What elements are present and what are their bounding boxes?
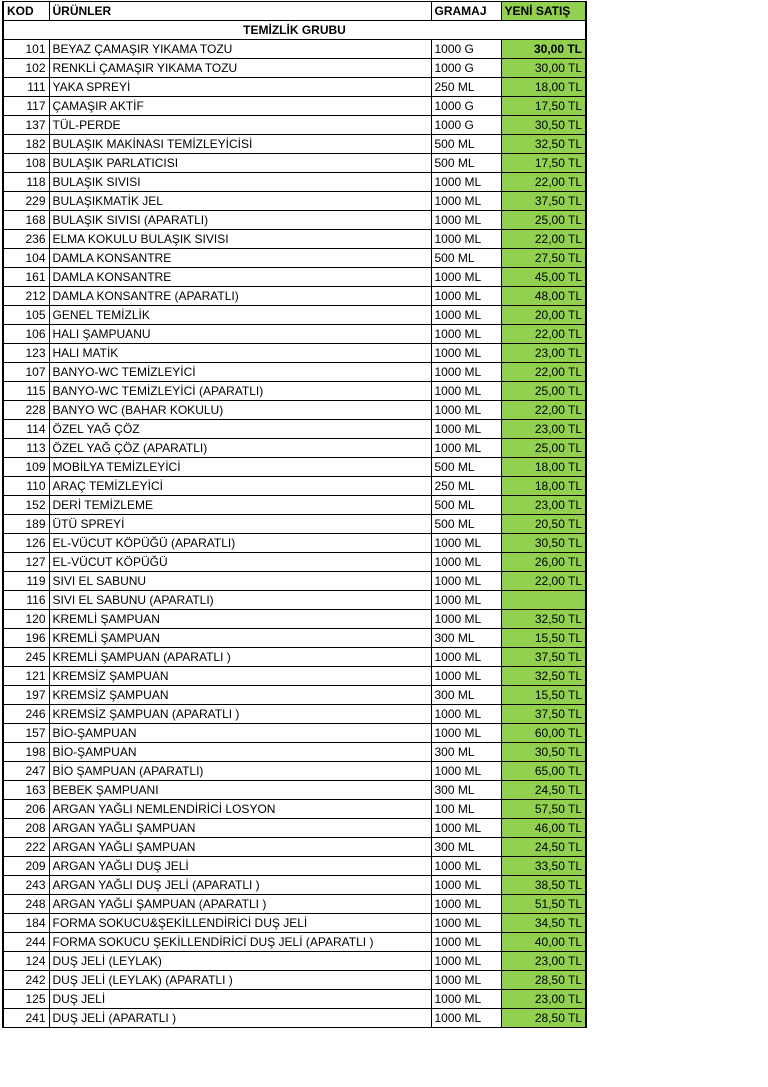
table-row <box>3 173 586 192</box>
product-gramaj: 1000 ML <box>431 591 501 610</box>
product-gramaj: 1000 ML <box>431 439 501 458</box>
product-name: DUŞ JELİ <box>49 990 431 1009</box>
product-gramaj: 1000 ML <box>431 667 501 686</box>
product-price: 28,50 TL <box>501 1009 586 1028</box>
product-gramaj: 1000 ML <box>431 819 501 838</box>
product-code: 189 <box>3 515 49 534</box>
table-row <box>3 990 586 1009</box>
product-code: 116 <box>3 591 49 610</box>
header-kod: KOD <box>3 2 49 21</box>
product-gramaj: 1000 ML <box>431 344 501 363</box>
product-name: FORMA SOKUCU ŞEKİLLENDİRİCİ DUŞ JELİ (APARATLI ) <box>49 933 431 952</box>
product-code: 126 <box>3 534 49 553</box>
product-gramaj: 1000 ML <box>431 553 501 572</box>
product-name: ARAÇ TEMİZLEYİCİ <box>49 477 431 496</box>
product-price: 30,50 TL <box>501 116 586 135</box>
product-name: BULAŞIK MAKİNASI TEMİZLEYİCİSİ <box>49 135 431 154</box>
table-row <box>3 629 586 648</box>
table-row <box>3 553 586 572</box>
table-row <box>3 971 586 990</box>
table-row <box>3 401 586 420</box>
product-name: YAKA SPREYİ <box>49 78 431 97</box>
product-gramaj: 1000 ML <box>431 211 501 230</box>
product-gramaj: 500 ML <box>431 515 501 534</box>
product-gramaj: 300 ML <box>431 629 501 648</box>
product-code: 242 <box>3 971 49 990</box>
product-code: 152 <box>3 496 49 515</box>
product-code: 184 <box>3 914 49 933</box>
product-price: 32,50 TL <box>501 610 586 629</box>
product-code: 109 <box>3 458 49 477</box>
product-code: 117 <box>3 97 49 116</box>
product-code: 212 <box>3 287 49 306</box>
product-gramaj: 1000 G <box>431 116 501 135</box>
product-gramaj: 250 ML <box>431 78 501 97</box>
product-price: 28,50 TL <box>501 971 586 990</box>
table-row <box>3 610 586 629</box>
product-price: 25,00 TL <box>501 439 586 458</box>
product-name: SIVI EL SABUNU (APARATLI) <box>49 591 431 610</box>
product-gramaj: 1000 G <box>431 97 501 116</box>
product-gramaj: 1000 ML <box>431 192 501 211</box>
table-row <box>3 686 586 705</box>
product-price: 18,00 TL <box>501 78 586 97</box>
product-name: BULAŞIKMATİK JEL <box>49 192 431 211</box>
product-name: ÜTÜ SPREYİ <box>49 515 431 534</box>
product-gramaj: 1000 ML <box>431 230 501 249</box>
product-gramaj: 1000 ML <box>431 971 501 990</box>
product-price: 15,50 TL <box>501 629 586 648</box>
product-gramaj: 1000 G <box>431 59 501 78</box>
product-price: 60,00 TL <box>501 724 586 743</box>
header-urunler: ÜRÜNLER <box>49 2 431 21</box>
product-price: 32,50 TL <box>501 667 586 686</box>
table-row <box>3 838 586 857</box>
product-name: ELMA KOKULU BULAŞIK SIVISI <box>49 230 431 249</box>
product-gramaj: 300 ML <box>431 838 501 857</box>
product-gramaj: 1000 ML <box>431 705 501 724</box>
product-code: 244 <box>3 933 49 952</box>
table-row <box>3 534 586 553</box>
product-gramaj: 1000 ML <box>431 534 501 553</box>
product-name: KREMSİZ ŞAMPUAN <box>49 686 431 705</box>
product-name: BANYO WC (BAHAR KOKULU) <box>49 401 431 420</box>
product-name: EL-VÜCUT KÖPÜĞÜ <box>49 553 431 572</box>
product-code: 119 <box>3 572 49 591</box>
product-name: BİO ŞAMPUAN (APARATLI) <box>49 762 431 781</box>
product-gramaj: 300 ML <box>431 686 501 705</box>
table-row <box>3 382 586 401</box>
product-name: GENEL TEMİZLİK <box>49 306 431 325</box>
product-price: 32,50 TL <box>501 135 586 154</box>
product-gramaj: 1000 ML <box>431 363 501 382</box>
table-row <box>3 762 586 781</box>
product-name: KREMSİZ ŞAMPUAN <box>49 667 431 686</box>
product-name: DAMLA KONSANTRE <box>49 249 431 268</box>
table-row <box>3 97 586 116</box>
table-row <box>3 952 586 971</box>
product-gramaj: 100 ML <box>431 800 501 819</box>
group-row <box>3 21 586 40</box>
product-price: 17,50 TL <box>501 154 586 173</box>
product-code: 222 <box>3 838 49 857</box>
product-price: 25,00 TL <box>501 211 586 230</box>
table-row <box>3 857 586 876</box>
product-name: HALI MATİK <box>49 344 431 363</box>
product-code: 106 <box>3 325 49 344</box>
product-name: SIVI EL SABUNU <box>49 572 431 591</box>
table-row <box>3 876 586 895</box>
product-gramaj: 1000 ML <box>431 401 501 420</box>
product-gramaj: 250 ML <box>431 477 501 496</box>
product-gramaj: 1000 ML <box>431 895 501 914</box>
product-code: 104 <box>3 249 49 268</box>
table-row <box>3 420 586 439</box>
product-price: 23,00 TL <box>501 952 586 971</box>
product-gramaj: 1000 ML <box>431 876 501 895</box>
product-code: 127 <box>3 553 49 572</box>
product-name: ÖZEL YAĞ ÇÖZ (APARATLI) <box>49 439 431 458</box>
product-name: MOBİLYA TEMİZLEYİCİ <box>49 458 431 477</box>
product-code: 111 <box>3 78 49 97</box>
header-price: YENİ SATIŞ <box>501 2 586 21</box>
product-gramaj: 500 ML <box>431 135 501 154</box>
product-price: 37,50 TL <box>501 192 586 211</box>
table-row <box>3 458 586 477</box>
product-name: HALI ŞAMPUANU <box>49 325 431 344</box>
product-price: 30,00 TL <box>501 59 586 78</box>
product-price: 18,00 TL <box>501 458 586 477</box>
table-row <box>3 363 586 382</box>
product-code: 114 <box>3 420 49 439</box>
product-name: BANYO-WC TEMİZLEYİCİ <box>49 363 431 382</box>
product-price: 22,00 TL <box>501 173 586 192</box>
product-price: 48,00 TL <box>501 287 586 306</box>
product-name: EL-VÜCUT KÖPÜĞÜ (APARATLI) <box>49 534 431 553</box>
product-code: 118 <box>3 173 49 192</box>
table-row <box>3 249 586 268</box>
product-price: 51,50 TL <box>501 895 586 914</box>
product-code: 108 <box>3 154 49 173</box>
product-gramaj: 1000 ML <box>431 914 501 933</box>
table-row <box>3 572 586 591</box>
product-name: KREMLİ ŞAMPUAN (APARATLI ) <box>49 648 431 667</box>
product-price: 38,50 TL <box>501 876 586 895</box>
table-row <box>3 230 586 249</box>
product-code: 101 <box>3 40 49 59</box>
product-name: ARGAN YAĞLI DUŞ JELİ (APARATLI ) <box>49 876 431 895</box>
product-name: TÜL-PERDE <box>49 116 431 135</box>
product-name: ÖZEL YAĞ ÇÖZ <box>49 420 431 439</box>
product-code: 124 <box>3 952 49 971</box>
product-name: RENKLİ ÇAMAŞIR YIKAMA TOZU <box>49 59 431 78</box>
product-gramaj: 300 ML <box>431 781 501 800</box>
product-code: 245 <box>3 648 49 667</box>
product-code: 243 <box>3 876 49 895</box>
table-row <box>3 40 586 59</box>
product-code: 113 <box>3 439 49 458</box>
product-gramaj: 1000 ML <box>431 724 501 743</box>
product-code: 121 <box>3 667 49 686</box>
product-gramaj: 1000 ML <box>431 857 501 876</box>
product-price: 23,00 TL <box>501 496 586 515</box>
product-name: DERİ TEMİZLEME <box>49 496 431 515</box>
product-price: 33,50 TL <box>501 857 586 876</box>
product-price: 24,50 TL <box>501 838 586 857</box>
product-gramaj: 1000 ML <box>431 762 501 781</box>
table-row <box>3 667 586 686</box>
product-code: 120 <box>3 610 49 629</box>
product-price: 23,00 TL <box>501 420 586 439</box>
product-gramaj: 500 ML <box>431 249 501 268</box>
product-code: 157 <box>3 724 49 743</box>
table-row <box>3 154 586 173</box>
product-price: 34,50 TL <box>501 914 586 933</box>
table-row <box>3 781 586 800</box>
table-row <box>3 648 586 667</box>
product-price: 27,50 TL <box>501 249 586 268</box>
product-price <box>501 591 586 610</box>
table-row <box>3 78 586 97</box>
product-code: 137 <box>3 116 49 135</box>
product-gramaj: 1000 ML <box>431 648 501 667</box>
product-code: 105 <box>3 306 49 325</box>
product-gramaj: 1000 ML <box>431 933 501 952</box>
product-price: 20,50 TL <box>501 515 586 534</box>
product-price: 25,00 TL <box>501 382 586 401</box>
product-price: 23,00 TL <box>501 344 586 363</box>
product-price: 57,50 TL <box>501 800 586 819</box>
product-price: 22,00 TL <box>501 572 586 591</box>
table-row <box>3 439 586 458</box>
product-gramaj: 1000 ML <box>431 287 501 306</box>
product-code: 196 <box>3 629 49 648</box>
table-row <box>3 192 586 211</box>
header-row <box>3 2 586 21</box>
price-list-sheet <box>2 1 585 1028</box>
product-name: DAMLA KONSANTRE (APARATLI) <box>49 287 431 306</box>
product-price: 23,00 TL <box>501 990 586 1009</box>
product-gramaj: 1000 ML <box>431 325 501 344</box>
product-gramaj: 1000 ML <box>431 990 501 1009</box>
table-row <box>3 344 586 363</box>
product-price: 26,00 TL <box>501 553 586 572</box>
product-price: 17,50 TL <box>501 97 586 116</box>
table-row <box>3 287 586 306</box>
product-gramaj: 1000 ML <box>431 1009 501 1028</box>
product-code: 246 <box>3 705 49 724</box>
group-title: TEMİZLİK GRUBU <box>3 21 586 40</box>
product-gramaj: 1000 ML <box>431 572 501 591</box>
product-gramaj: 1000 ML <box>431 306 501 325</box>
table-row <box>3 306 586 325</box>
product-price: 37,50 TL <box>501 648 586 667</box>
table-row <box>3 819 586 838</box>
product-name: BEYAZ ÇAMAŞIR YIKAMA TOZU <box>49 40 431 59</box>
table-row <box>3 496 586 515</box>
table-row <box>3 515 586 534</box>
product-code: 209 <box>3 857 49 876</box>
product-price: 45,00 TL <box>501 268 586 287</box>
table-row <box>3 59 586 78</box>
product-gramaj: 1000 ML <box>431 382 501 401</box>
product-code: 241 <box>3 1009 49 1028</box>
product-name: ARGAN YAĞLI NEMLENDİRİCİ LOSYON <box>49 800 431 819</box>
product-price: 65,00 TL <box>501 762 586 781</box>
product-code: 247 <box>3 762 49 781</box>
product-gramaj: 1000 ML <box>431 610 501 629</box>
product-code: 102 <box>3 59 49 78</box>
product-code: 163 <box>3 781 49 800</box>
product-gramaj: 1000 G <box>431 40 501 59</box>
product-code: 161 <box>3 268 49 287</box>
product-name: KREMLİ ŞAMPUAN <box>49 610 431 629</box>
product-name: BULAŞIK SIVISI <box>49 173 431 192</box>
product-code: 236 <box>3 230 49 249</box>
product-gramaj: 1000 ML <box>431 952 501 971</box>
product-price: 37,50 TL <box>501 705 586 724</box>
table-row <box>3 211 586 230</box>
product-name: DUŞ JELİ (LEYLAK) (APARATLI ) <box>49 971 431 990</box>
product-code: 229 <box>3 192 49 211</box>
product-name: ÇAMAŞIR AKTİF <box>49 97 431 116</box>
product-code: 182 <box>3 135 49 154</box>
product-price: 24,50 TL <box>501 781 586 800</box>
table-row <box>3 116 586 135</box>
product-gramaj: 500 ML <box>431 154 501 173</box>
product-price: 40,00 TL <box>501 933 586 952</box>
product-name: ARGAN YAĞLI ŞAMPUAN <box>49 819 431 838</box>
product-price: 46,00 TL <box>501 819 586 838</box>
product-price: 22,00 TL <box>501 325 586 344</box>
product-code: 125 <box>3 990 49 1009</box>
table-row <box>3 325 586 344</box>
product-code: 110 <box>3 477 49 496</box>
product-name: ARGAN YAĞLI ŞAMPUAN <box>49 838 431 857</box>
product-name: ARGAN YAĞLI ŞAMPUAN (APARATLI ) <box>49 895 431 914</box>
product-code: 228 <box>3 401 49 420</box>
product-code: 168 <box>3 211 49 230</box>
product-name: FORMA SOKUCU&ŞEKİLLENDİRİCİ DUŞ JELİ <box>49 914 431 933</box>
product-code: 208 <box>3 819 49 838</box>
product-name: KREMSİZ ŞAMPUAN (APARATLI ) <box>49 705 431 724</box>
product-name: DUŞ JELİ (APARATLI ) <box>49 1009 431 1028</box>
product-name: BİO-ŞAMPUAN <box>49 743 431 762</box>
product-name: BEBEK ŞAMPUANI <box>49 781 431 800</box>
table-row <box>3 895 586 914</box>
table-row <box>3 1009 586 1028</box>
product-price: 15,50 TL <box>501 686 586 705</box>
product-name: DUŞ JELİ (LEYLAK) <box>49 952 431 971</box>
product-gramaj: 300 ML <box>431 743 501 762</box>
header-gramaj: GRAMAJ <box>431 2 501 21</box>
product-code: 198 <box>3 743 49 762</box>
product-code: 123 <box>3 344 49 363</box>
table-row <box>3 743 586 762</box>
table-row <box>3 933 586 952</box>
product-code: 206 <box>3 800 49 819</box>
product-gramaj: 1000 ML <box>431 173 501 192</box>
product-price: 20,00 TL <box>501 306 586 325</box>
product-price: 22,00 TL <box>501 401 586 420</box>
product-code: 197 <box>3 686 49 705</box>
table-row <box>3 800 586 819</box>
table-row <box>3 477 586 496</box>
product-gramaj: 1000 ML <box>431 420 501 439</box>
product-price: 22,00 TL <box>501 230 586 249</box>
product-name: BULAŞIK PARLATICISI <box>49 154 431 173</box>
product-code: 248 <box>3 895 49 914</box>
product-gramaj: 500 ML <box>431 496 501 515</box>
product-price: 30,00 TL <box>501 40 586 59</box>
product-price: 30,50 TL <box>501 743 586 762</box>
product-price: 18,00 TL <box>501 477 586 496</box>
product-name: BİO-ŞAMPUAN <box>49 724 431 743</box>
product-name: ARGAN YAĞLI DUŞ JELİ <box>49 857 431 876</box>
table-row <box>3 268 586 287</box>
table-row <box>3 135 586 154</box>
table-row <box>3 724 586 743</box>
product-name: BANYO-WC TEMİZLEYİCİ (APARATLI) <box>49 382 431 401</box>
product-name: BULAŞIK SIVISI (APARATLI) <box>49 211 431 230</box>
price-table <box>2 1 587 1028</box>
product-gramaj: 500 ML <box>431 458 501 477</box>
product-name: DAMLA KONSANTRE <box>49 268 431 287</box>
product-price: 22,00 TL <box>501 363 586 382</box>
product-code: 107 <box>3 363 49 382</box>
product-name: KREMLİ ŞAMPUAN <box>49 629 431 648</box>
table-row <box>3 705 586 724</box>
table-row <box>3 591 586 610</box>
product-price: 30,50 TL <box>501 534 586 553</box>
product-gramaj: 1000 ML <box>431 268 501 287</box>
table-row <box>3 914 586 933</box>
product-code: 115 <box>3 382 49 401</box>
